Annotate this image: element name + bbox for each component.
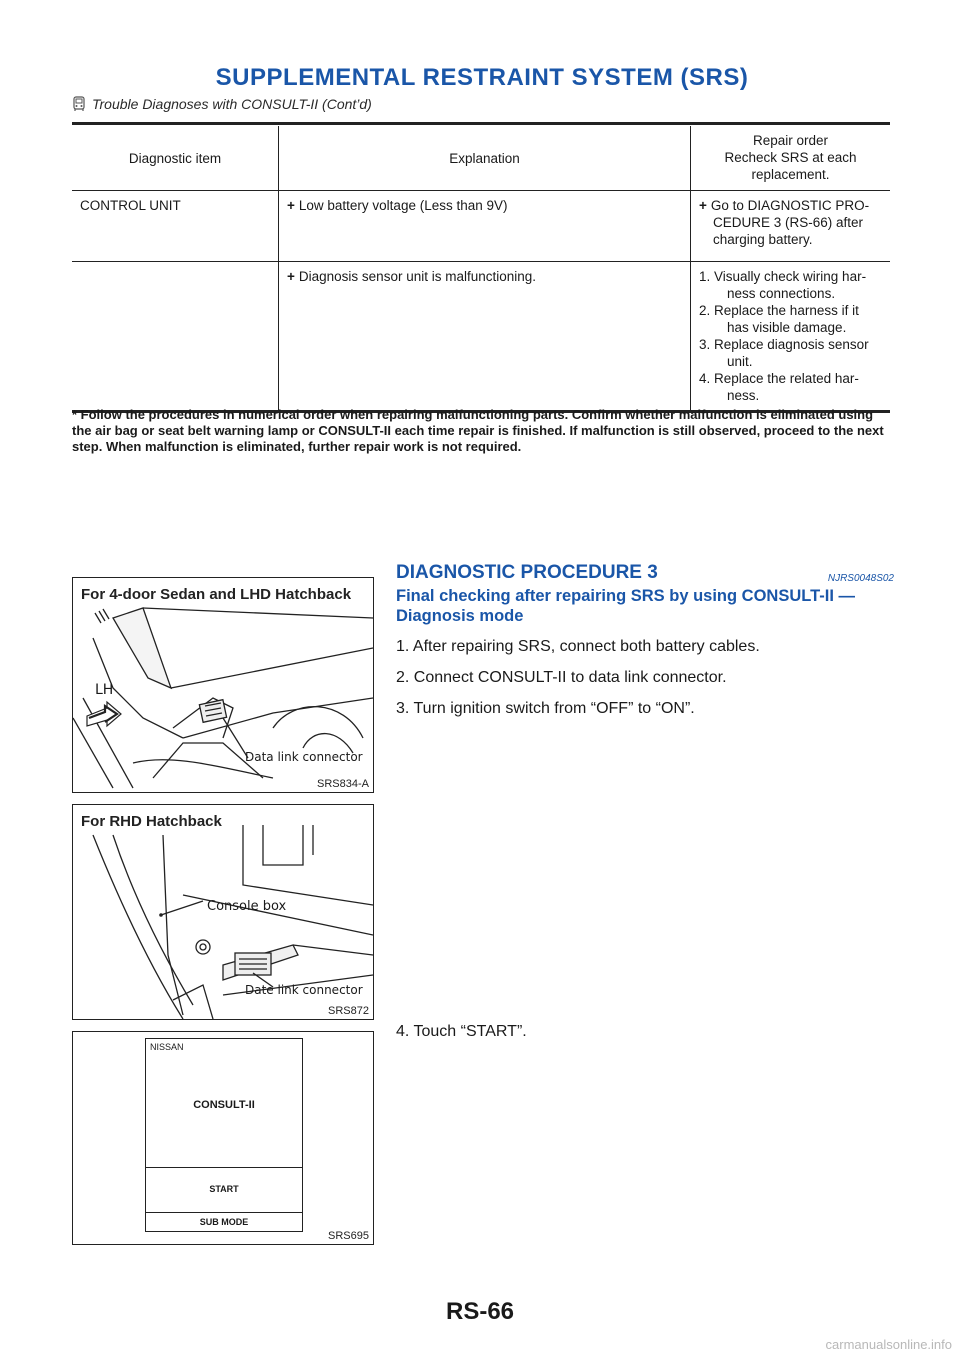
figure-rhd-hatchback: [72, 804, 374, 1020]
header-repair-order: Repair order Recheck SRS at each replacement.: [691, 126, 891, 191]
cell-explanation: + Diagnosis sensor unit is malfunctioning.: [279, 262, 691, 412]
page-subtitle: [72, 96, 892, 112]
procedure-code: NJRS0048S02: [827, 573, 894, 584]
consult-screen: [145, 1038, 303, 1232]
cell-repair-order: + Go to DIAGNOSTIC PRO- CEDURE 3 (RS-66) after charging battery.: [691, 191, 891, 262]
bullet-icon: +: [287, 269, 295, 284]
figure-consult-screen: [72, 1031, 374, 1245]
table-row: [72, 262, 890, 412]
table-row: [72, 191, 890, 262]
cell-diagnostic-item: [72, 262, 279, 412]
lh-label: LH: [95, 682, 114, 698]
procedure-steps: [396, 636, 894, 720]
figure-title: For 4-door Sedan and LHD Hatchback: [81, 586, 352, 603]
footnote: * Follow the procedures in numerical order when repairing malfunctioning parts. Confirm whether malfunction is eliminated using the air bag or seat belt warning lamp or CONSULT-II each time repair is finished. If malfunction is still observed, proceed to the next step. When malfunction is eliminated, further repair work is not required.: [72, 407, 884, 454]
callout-console-box: Console box: [207, 899, 287, 914]
sub-mode-button[interactable]: [146, 1212, 302, 1231]
sub-mode-button-label: SUB MODE: [199, 1217, 249, 1227]
vehicle-icon: [72, 96, 86, 112]
procedure-subheading: Final checking after repairing SRS by using CONSULT-II — Diagnosis mode: [396, 587, 856, 625]
page-title: SUPPLEMENTAL RESTRAINT SYSTEM (SRS): [215, 64, 749, 91]
watermark: carmanualsonline.info: [825, 1337, 952, 1352]
callout-data-link-connector: Data link connector: [245, 750, 363, 764]
start-button-label: START: [209, 1184, 239, 1194]
brand-label: NISSAN: [150, 1042, 184, 1052]
bullet-icon: +: [287, 198, 295, 213]
cell-repair-order: 1. Visually check wiring har- ness connections. 2. Replace the harness if it has visible damage. 3. Replace diagnosis sensor unit. 4. Replace the related har- ness.: [691, 262, 891, 412]
cell-diagnostic-item: CONTROL UNIT: [72, 191, 279, 262]
figure-title: For RHD Hatchback: [81, 813, 222, 830]
header-rule: [72, 122, 890, 125]
procedure-heading: [396, 562, 894, 584]
procedure-step: 1. After repairing SRS, connect both battery cables.: [396, 638, 760, 655]
start-button[interactable]: [146, 1167, 302, 1213]
subtitle-text: Trouble Diagnoses with CONSULT-II (Cont’d): [92, 96, 372, 112]
bullet-icon: +: [699, 198, 707, 213]
figure-code: SRS834-A: [317, 778, 369, 790]
procedure-step-4: 4. Touch “START”.: [396, 1023, 527, 1040]
diagnostic-table: [72, 126, 890, 413]
screen-title: CONSULT-II: [193, 1099, 255, 1111]
callout-date-link-connector: Date link connector: [245, 983, 363, 997]
procedure-title: DIAGNOSTIC PROCEDURE 3: [396, 562, 658, 583]
table-header-row: [72, 126, 890, 191]
procedure-step: 3. Turn ignition switch from “OFF” to “ON”.: [396, 700, 695, 717]
figure-code: SRS872: [328, 1005, 369, 1017]
diagnostic-procedure: [396, 562, 894, 729]
page-number: RS-66: [445, 1298, 515, 1325]
cell-explanation: + Low battery voltage (Less than 9V): [279, 191, 691, 262]
figure-sedan-lhd: [72, 577, 374, 793]
header-diagnostic-item: Diagnostic item: [72, 126, 279, 191]
header-explanation: Explanation: [279, 126, 691, 191]
page-header: [72, 64, 892, 112]
figure-code: SRS695: [328, 1230, 369, 1242]
procedure-step: 2. Connect CONSULT-II to data link connector.: [396, 669, 727, 686]
